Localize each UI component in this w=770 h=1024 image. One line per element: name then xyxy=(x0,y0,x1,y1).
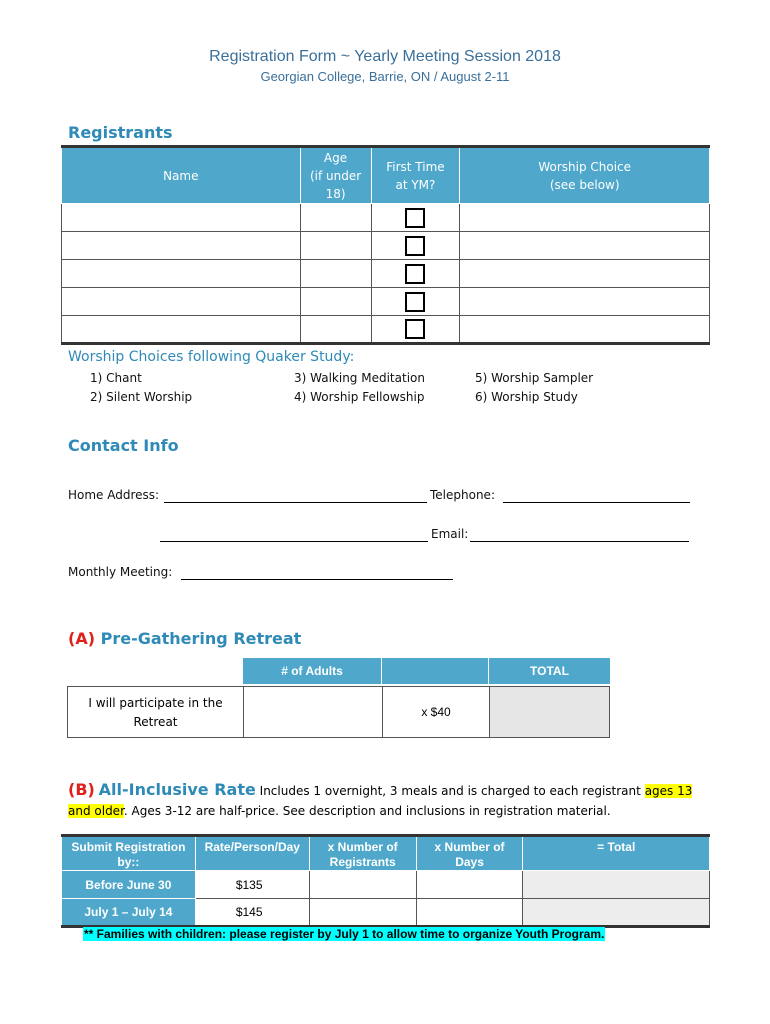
first-time-cell xyxy=(371,204,460,232)
retreat-col-adults: # of Adults xyxy=(243,658,382,684)
retreat-heading xyxy=(68,629,301,648)
home-address-label: Home Address: xyxy=(68,488,160,502)
all-inclusive-desc: Includes 1 overnight, 3 meals and is charged to each registrant xyxy=(259,784,641,798)
retreat-price: x $40 xyxy=(382,686,490,738)
worship-choice-field[interactable] xyxy=(460,232,710,260)
rate-row-label: Before June 30 xyxy=(62,871,196,899)
age-field[interactable] xyxy=(300,260,371,288)
name-field[interactable] xyxy=(62,288,301,316)
col-worship-choice xyxy=(460,147,710,204)
all-inclusive-highlight: ages 13 xyxy=(644,784,693,798)
retreat-row-label xyxy=(67,686,244,738)
registrants-table xyxy=(61,145,710,345)
name-field[interactable] xyxy=(62,232,301,260)
age-field[interactable] xyxy=(300,204,371,232)
rate-table xyxy=(61,834,710,928)
age-field[interactable] xyxy=(300,232,371,260)
telephone-label: Telephone: xyxy=(430,488,495,502)
monthly-meeting-label: Monthly Meeting: xyxy=(68,565,173,579)
registrant-row xyxy=(62,204,710,232)
rate-value: $145 xyxy=(195,899,309,927)
form-subtitle: Georgian College, Barrie, ON / August 2-11 xyxy=(260,69,510,84)
rate-row-label: July 1 – July 14 xyxy=(62,899,196,927)
families-note: ** Families with children: please register by July 1 to allow time to organize Youth Program. xyxy=(84,927,605,941)
col-num-registrants-label-2: Registrants xyxy=(329,855,396,869)
retreat-heading-text: Pre-Gathering Retreat xyxy=(100,629,302,648)
first-time-cell xyxy=(371,260,460,288)
registrant-row xyxy=(62,288,710,316)
first-time-checkbox[interactable] xyxy=(405,208,425,228)
col-num-days-label-2: Days xyxy=(455,855,484,869)
worship-choice-item: 1) Chant xyxy=(90,371,142,385)
rate-row xyxy=(62,899,710,927)
telephone-field[interactable] xyxy=(503,502,690,503)
worship-choice-field[interactable] xyxy=(460,316,710,344)
num-days-field[interactable] xyxy=(416,899,523,927)
worship-choice-item: 2) Silent Worship xyxy=(90,390,193,404)
first-time-checkbox[interactable] xyxy=(405,292,425,312)
retreat-total-field[interactable] xyxy=(489,686,610,738)
num-days-field[interactable] xyxy=(416,871,523,899)
registrant-row xyxy=(62,260,710,288)
worship-choices-title: Worship Choices following Quaker Study: xyxy=(68,349,355,365)
col-submit-by xyxy=(62,836,196,871)
registrant-row xyxy=(62,232,710,260)
email-field[interactable] xyxy=(470,541,689,542)
retreat-heading-prefix: (A) xyxy=(68,629,96,648)
retreat-col-blank xyxy=(382,658,489,684)
col-num-days-label: x Number of xyxy=(434,840,505,854)
total-field[interactable] xyxy=(523,899,710,927)
col-rate: Rate/Person/Day xyxy=(195,836,309,871)
retreat-row-label-line2: Retreat xyxy=(133,715,178,729)
rate-row xyxy=(62,871,710,899)
worship-choice-item: 5) Worship Sampler xyxy=(475,371,594,385)
num-registrants-field[interactable] xyxy=(309,899,416,927)
first-time-checkbox[interactable] xyxy=(405,319,425,339)
all-inclusive-block xyxy=(68,780,708,821)
worship-choice-field[interactable] xyxy=(460,260,710,288)
col-age-label: Age xyxy=(323,150,348,165)
registrants-heading: Registrants xyxy=(68,123,173,142)
name-field[interactable] xyxy=(62,260,301,288)
home-address-field-2[interactable] xyxy=(160,541,428,542)
retreat-row-label-line1: I will participate in the xyxy=(88,696,223,710)
col-worship-label: Worship Choice xyxy=(538,159,632,174)
registrant-row xyxy=(62,316,710,344)
age-field[interactable] xyxy=(300,316,371,344)
worship-choice-item: 4) Worship Fellowship xyxy=(294,390,425,404)
home-address-field[interactable] xyxy=(164,502,427,503)
form-title: Registration Form ~ Yearly Meeting Session 2018 xyxy=(209,48,561,65)
col-submit-by-label-2: by:: xyxy=(117,855,140,869)
all-inclusive-prefix: (B) xyxy=(68,780,95,799)
col-name: Name xyxy=(62,147,301,204)
worship-choice-item: 6) Worship Study xyxy=(475,390,578,404)
first-time-cell xyxy=(371,316,460,344)
col-age-note: (if under xyxy=(309,168,362,183)
worship-choice-field[interactable] xyxy=(460,204,710,232)
email-label: Email: xyxy=(431,527,469,541)
col-first-time xyxy=(371,147,460,204)
all-inclusive-highlight-2: and older xyxy=(68,804,124,818)
col-worship-note: (see below) xyxy=(549,177,620,192)
all-inclusive-heading: All-Inclusive Rate xyxy=(98,780,256,799)
rate-value: $135 xyxy=(195,871,309,899)
col-num-days xyxy=(416,836,523,871)
col-num-registrants-label: x Number of xyxy=(327,840,398,854)
col-submit-by-label: Submit Registration xyxy=(71,840,186,854)
first-time-checkbox[interactable] xyxy=(405,264,425,284)
all-inclusive-desc-2: . Ages 3-12 are half-price. See description and inclusions in registration material. xyxy=(123,804,611,818)
total-field[interactable] xyxy=(523,871,710,899)
worship-choice-item: 3) Walking Meditation xyxy=(294,371,425,385)
name-field[interactable] xyxy=(62,316,301,344)
retreat-col-total: TOTAL xyxy=(489,658,610,684)
retreat-adults-field[interactable] xyxy=(243,686,383,738)
num-registrants-field[interactable] xyxy=(309,871,416,899)
name-field[interactable] xyxy=(62,204,301,232)
monthly-meeting-field[interactable] xyxy=(181,579,453,580)
contact-heading: Contact Info xyxy=(68,436,179,455)
col-age-note-2: 18) xyxy=(325,186,346,201)
col-total: = Total xyxy=(523,836,710,871)
first-time-cell xyxy=(371,288,460,316)
col-age xyxy=(300,147,371,204)
age-field[interactable] xyxy=(300,288,371,316)
first-time-cell xyxy=(371,232,460,260)
first-time-checkbox[interactable] xyxy=(405,236,425,256)
col-first-time-label-2: at YM? xyxy=(395,177,436,192)
col-first-time-label: First Time xyxy=(386,159,445,174)
worship-choice-field[interactable] xyxy=(460,288,710,316)
col-num-registrants xyxy=(309,836,416,871)
